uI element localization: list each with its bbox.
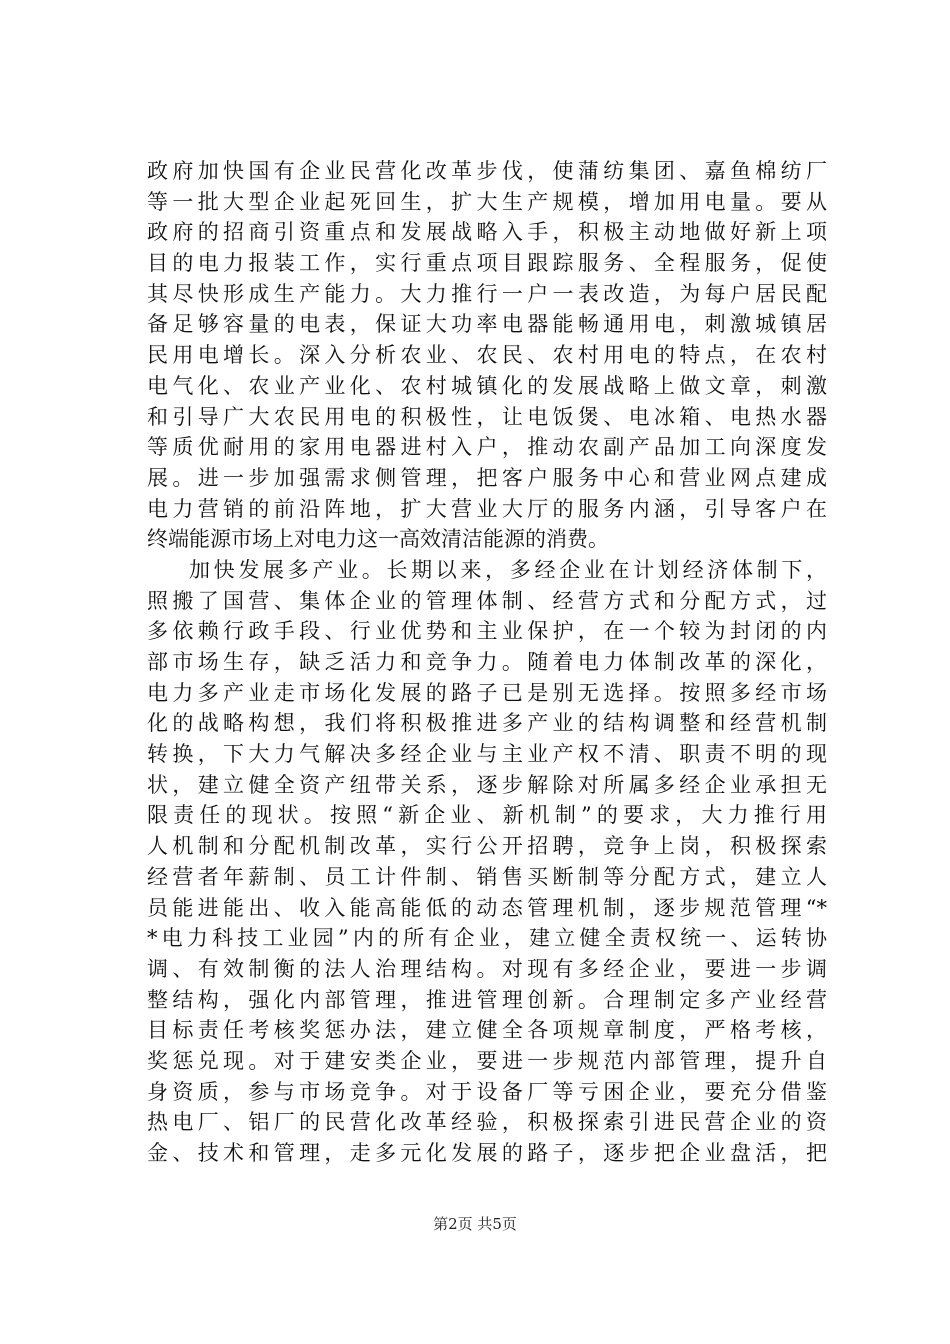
text-line: 终端能源市场上对电力这一高效清洁能源的消费。	[147, 527, 609, 552]
text-line: *电力科技工业园”内的所有企业，建立健全责权统一、运转协	[147, 926, 827, 951]
text-line: 多依赖行政手段、行业优势和主业保护，在一个较为封闭的内	[147, 619, 827, 644]
text-line: 备足够容量的电表，保证大功率电器能畅通用电，刺激城镇居	[147, 312, 827, 337]
text-line: 限责任的现状。按照“新企业、新机制”的要求，大力推行用	[147, 803, 827, 828]
text-line: 政府的招商引资重点和发展战略入手，积极主动地做好新上项	[147, 220, 827, 245]
text-line: 展。进一步加强需求侧管理，把客户服务中心和营业网点建成	[147, 465, 827, 490]
text-line: 奖惩兑现。对于建安类企业，要进一步规范内部管理，提升自	[147, 1048, 827, 1073]
text-line: 等一批大型企业起死回生，扩大生产规模，增加用电量。要从	[147, 189, 827, 214]
text-line: 员能进能出、收入能高能低的动态管理机制，逐步规范管理“*	[147, 895, 827, 920]
text-line: 整结构，强化内部管理，推进管理创新。合理制定多产业经营	[147, 987, 827, 1012]
text-line: 转换，下大力气解决多经企业与主业产权不清、职责不明的现	[147, 742, 827, 767]
text-line: 热电厂、铝厂的民营化改革经验，积极探索引进民营企业的资	[147, 1110, 827, 1135]
text-line: 目标责任考核奖惩办法，建立健全各项规章制度，严格考核，	[147, 1018, 827, 1043]
text-line: 电力多产业走市场化发展的路子已是别无选择。按照多经市场	[147, 680, 827, 705]
body-text	[147, 156, 827, 1169]
text-line: 加快发展多产业。长期以来，多经企业在计划经济体制下，	[189, 557, 827, 582]
text-line: 政府加快国有企业民营化改革步伐，使蒲纺集团、嘉鱼棉纺厂	[147, 159, 827, 183]
text-line: 其尽快形成生产能力。大力推行一户一表改造，为每户居民配	[147, 281, 827, 306]
text-line: 部市场生存，缺乏活力和竞争力。随着电力体制改革的深化，	[147, 650, 827, 674]
text-line: 民用电增长。深入分析农业、农民、农村用电的特点，在农村	[147, 343, 827, 368]
text-line: 电力营销的前沿阵地，扩大营业大厅的服务内涵，引导客户在	[147, 496, 827, 521]
text-line: 调、有效制衡的法人治理结构。对现有多经企业，要进一步调	[147, 956, 827, 981]
text-line: 人机制和分配机制改革，实行公开招聘，竞争上岗，积极探索	[147, 834, 827, 859]
text-line: 等质优耐用的家用电器进村入户，推动农副产品加工向深度发	[147, 435, 827, 460]
text-line: 电气化、农业产业化、农村城镇化的发展战略上做文章，刺激	[147, 373, 827, 398]
text-line: 照搬了国营、集体企业的管理体制、经营方式和分配方式，过	[147, 588, 827, 613]
text-line: 经营者年薪制、员工计件制、销售买断制等分配方式，建立人	[147, 864, 827, 889]
text-line: 身资质，参与市场竞争。对于设备厂等亏困企业，要充分借鉴	[147, 1079, 827, 1104]
text-line: 化的战略构想，我们将积极推进多产业的结构调整和经营机制	[147, 711, 827, 736]
text-line: 状，建立健全资产纽带关系，逐步解除对所属多经企业承担无	[147, 772, 827, 797]
text-line: 和引导广大农民用电的积极性，让电饭煲、电冰箱、电热水器	[147, 404, 827, 429]
text-line: 目的电力报装工作，实行重点项目跟踪服务、全程服务，促使	[147, 251, 827, 276]
page-number-footer: 第2页 共5页	[433, 1215, 517, 1233]
text-line: 金、技术和管理，走多元化发展的路子，逐步把企业盘活，把	[147, 1141, 827, 1165]
